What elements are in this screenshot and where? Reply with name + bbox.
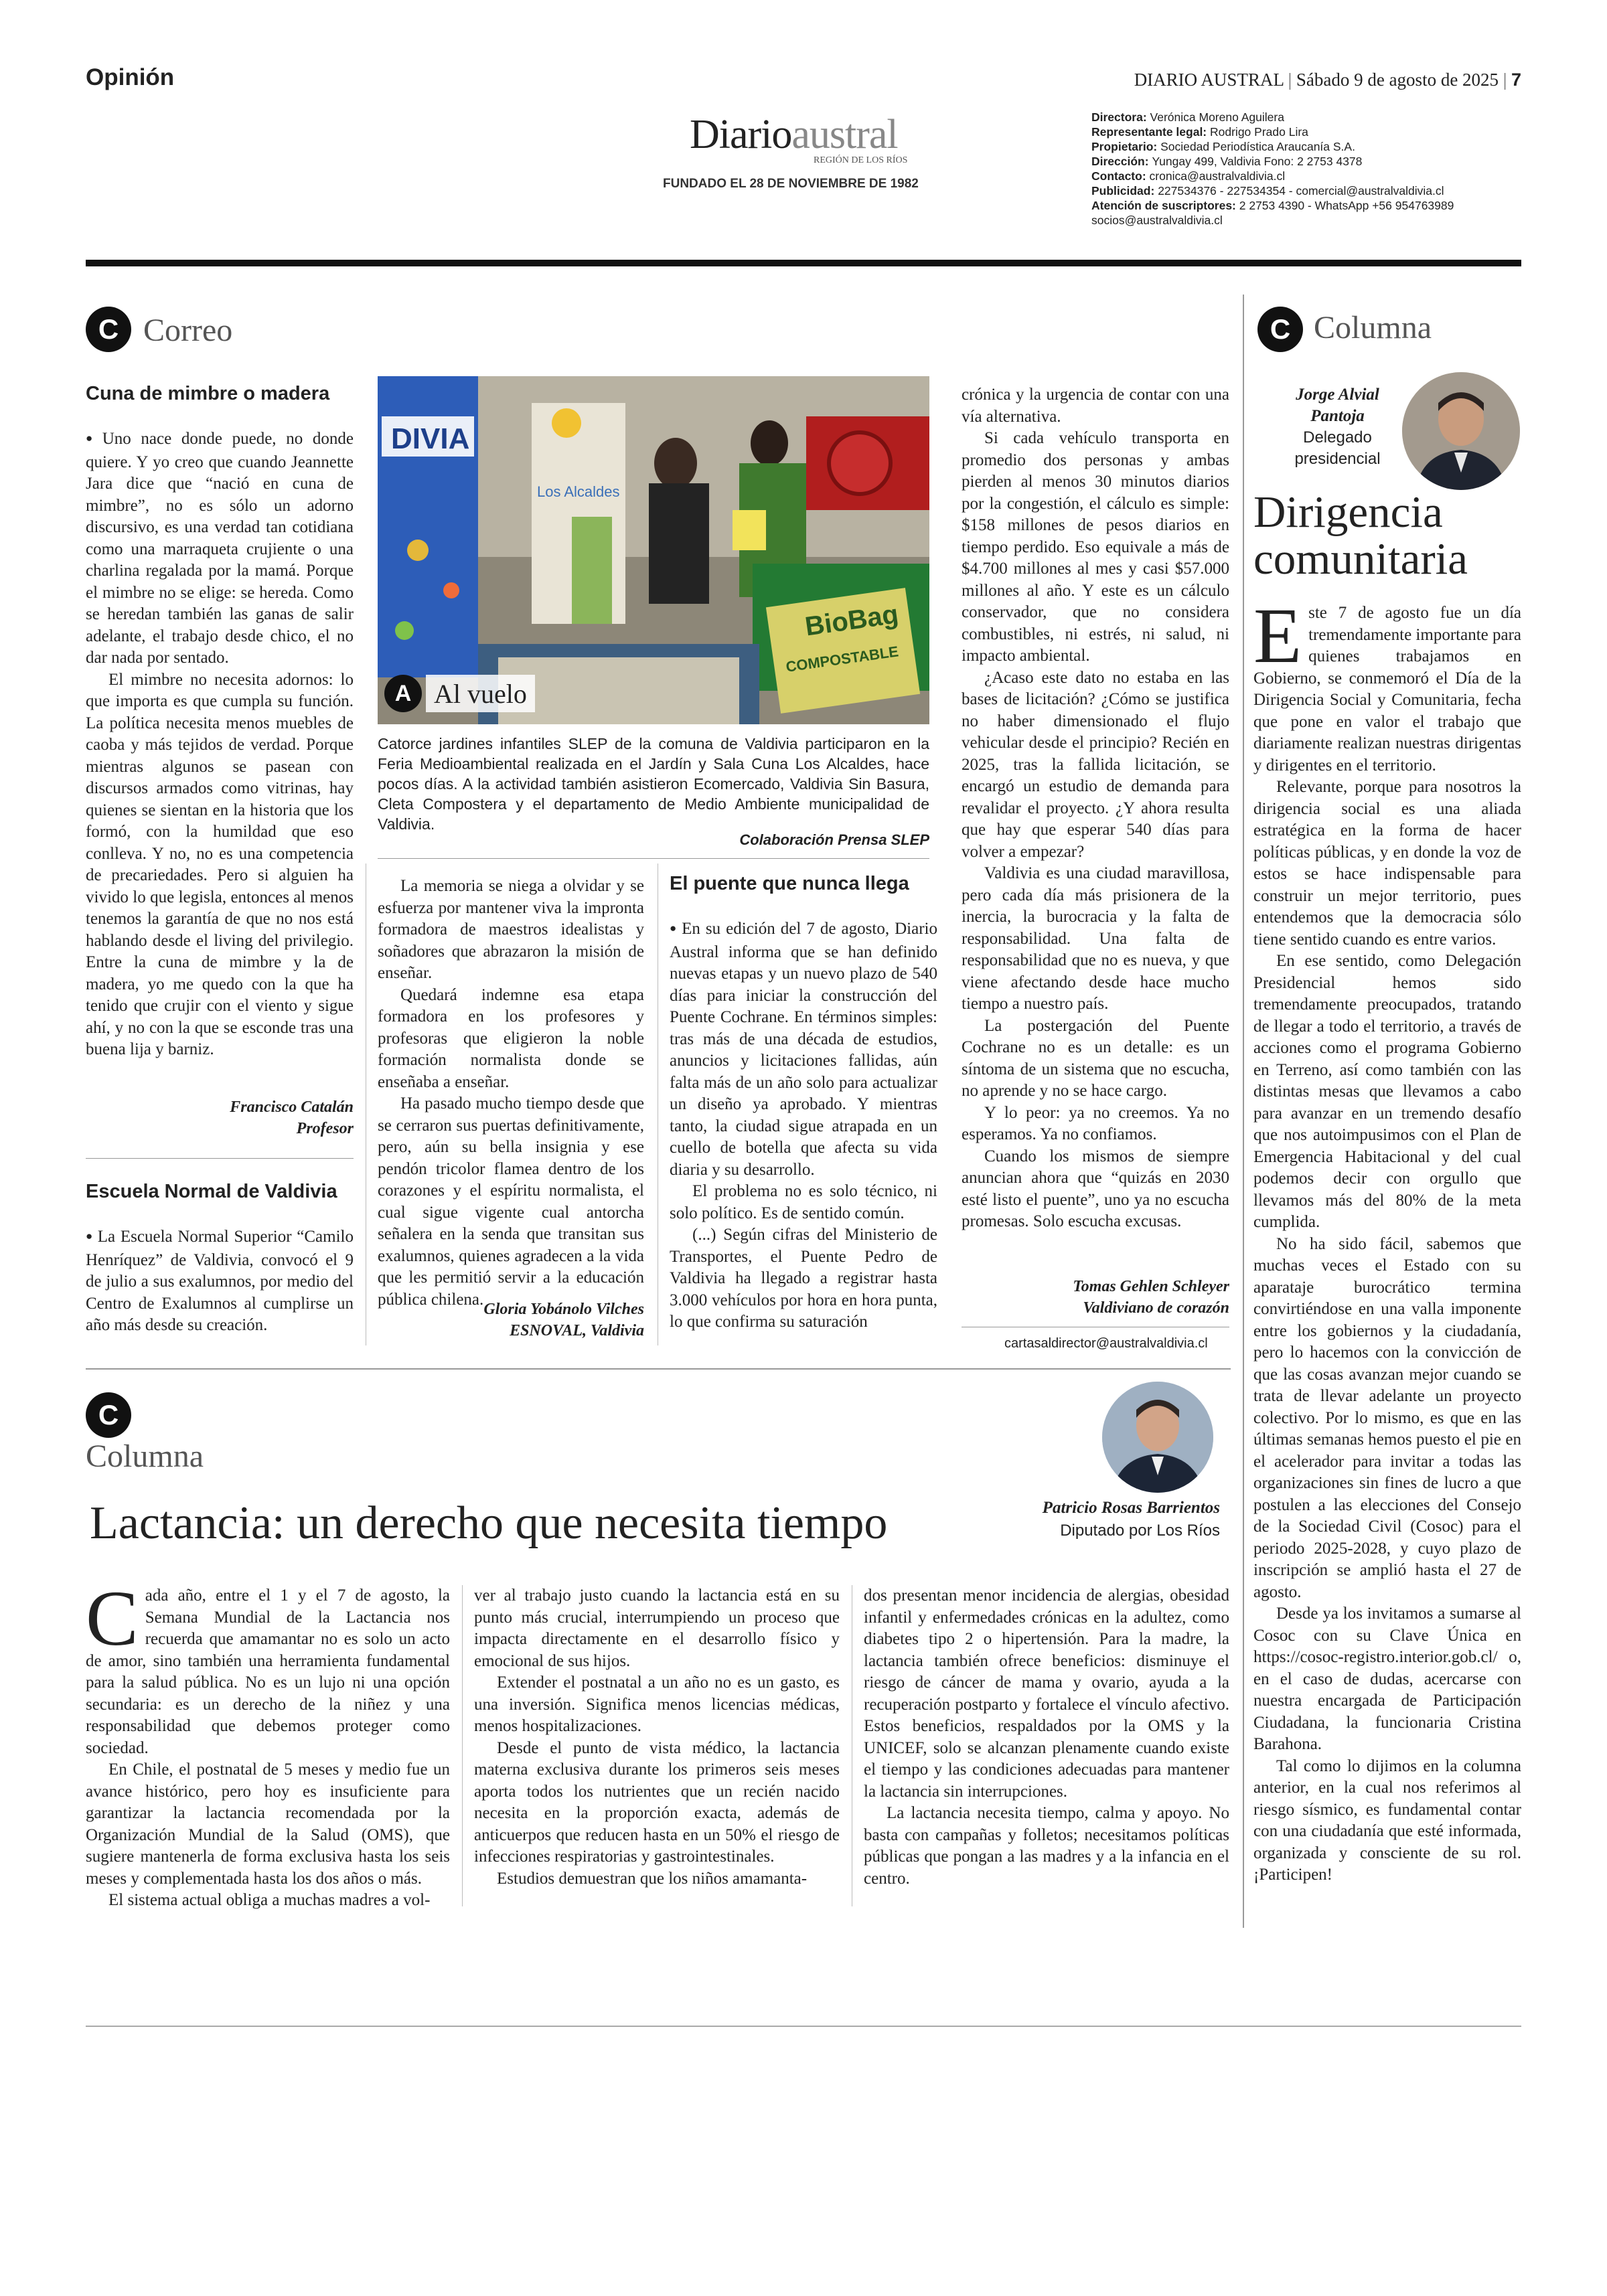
letter2-signature bbox=[378, 1299, 644, 1341]
staff-label: Dirección: bbox=[1091, 155, 1152, 168]
section-rule bbox=[86, 1368, 1231, 1370]
columna-right-label: Columna bbox=[1314, 310, 1432, 345]
letter3-author: Tomas Gehlen Schleyer bbox=[1073, 1278, 1229, 1295]
staff-label: Publicidad: bbox=[1091, 184, 1158, 197]
letter3-para-3: (...) Según cifras del Ministerio de Transportes, el Puente Pedro de Valdivia ha llegado a registrar hasta 3.000 vehículos por hora en hora punta, lo que confirma su saturación bbox=[670, 1226, 937, 1331]
correo-badge: C bbox=[86, 307, 131, 352]
columnist-name: Jorge Alvial Pantoja bbox=[1296, 386, 1379, 425]
sign-text: Los Alcaldes bbox=[537, 483, 620, 500]
letter3-para-10: Cuando los mismos de siempre anuncian ahora que “quizás en 2030 esté listo el puente”, uno ya no escucha promesas. Solo escucha excusas. bbox=[962, 1147, 1229, 1230]
staff-label: Contacto: bbox=[1091, 169, 1150, 183]
photo-caption: Catorce jardines infantiles SLEP de la comuna de Valdivia participaron en la Feria Medioambiental realizada en el Jardín y Sala Cuna Los Alcaldes, hace pocos días. A la actividad también asistieron Ecomercado, Valdivia Sin Basura, Cleta Compostera y el departamento de Medio Ambiente municipalidad de Valdivia. bbox=[378, 735, 929, 833]
al-vuelo-label-box bbox=[426, 675, 535, 712]
column-bottom-para-4: ver al trabajo justo cuando la lactancia está en su punto más crucial, interrumpiendo un proceso que impacta directamente en el desarrollo físico y emocional de sus hijos. bbox=[474, 1586, 840, 1670]
column-divider bbox=[462, 1585, 463, 1906]
column-right-body bbox=[1253, 592, 1522, 1886]
logo-main: Diario bbox=[690, 112, 792, 157]
letter1-signature bbox=[86, 1096, 354, 1139]
staff-row bbox=[1091, 169, 1520, 183]
al-vuelo-photo bbox=[378, 376, 929, 724]
bag-subtext: COMPOSTABLE bbox=[785, 643, 900, 675]
staff-value: Verónica Moreno Aguilera bbox=[1150, 110, 1284, 124]
column-bottom-para-5: Extender el postnatal a un año no es un gasto, es una inversión. Significa menos licencias médicas, menos hospitalizaciones. bbox=[474, 1673, 840, 1735]
bag-text: BioBag bbox=[803, 599, 901, 642]
staff-row bbox=[1091, 125, 1520, 139]
dropcap: E bbox=[1253, 592, 1302, 679]
logo-sub: austral bbox=[791, 112, 898, 157]
column-bottom-para-6: Desde el punto de vista médico, la lactancia materna exclusiva durante los primeros seis meses aporta todos los nutrientes que un recién nacido necesita en la proporción exacta, además de anticuerpos que reducen hasta en un 50% el riesgo de infecciones respiratorias y gastrointestinales. bbox=[474, 1738, 840, 1866]
column-right-para-6: Tal como lo dijimos en la columna anterior, en la cual nos referimos al riesgo sísmico, es fundamental contar con una ciudadanía que esté informada, organizada y consciente de su rol. ¡Participen! bbox=[1253, 1756, 1521, 1884]
staff-value: Rodrigo Prado Lira bbox=[1210, 125, 1308, 139]
letter3-para-8: La postergación del Puente Cochrane no es un detalle: es un síntoma de un sistema que no escucha, no aprende y no se hace cargo. bbox=[962, 1016, 1229, 1100]
photo-credit: Colaboración Prensa SLEP bbox=[739, 831, 929, 848]
column-bottom-para-9: La lactancia necesita tiempo, calma y apoyo. No basta con campañas y folletos; necesitamos políticas públicas que pongan a las madres y a la infancia en el centro. bbox=[864, 1804, 1229, 1888]
columnist-role: Diputado por Los Ríos bbox=[1060, 1522, 1220, 1540]
letter2-role: ESNOVAL, Valdivia bbox=[510, 1322, 644, 1339]
letter1-body bbox=[86, 428, 354, 1061]
letter2-title: Escuela Normal de Valdivia bbox=[86, 1181, 337, 1202]
column-right-para-2: Relevante, porque para nosotros la dirigencia social es una aliada estratégica en la forma de hacer políticas públicas, y en donde la voz de estos se hace indispensable para construir un mejor territorio, pues entendemos que la democracia sólo tiene sentido cuando es entre varios. bbox=[1253, 778, 1521, 949]
letter2-para-4: Ha pasado mucho tiempo desde que se cerraron sus puertas definitivamente, pero, aún su bella insignia y ese pendón tricolor flamea dentro de los corazones y el espíritu normalista, el cual sigue vigente cual antorcha señalera en la senda que transitan sus exalumnos, quienes agradecen a la vida que les permitió servir a la educación pública chilena. bbox=[378, 1094, 644, 1309]
header-rule bbox=[86, 260, 1521, 266]
paper-name: DIARIO AUSTRAL bbox=[1134, 70, 1284, 90]
staff-value: socios@australvaldivia.cl bbox=[1091, 214, 1223, 227]
staff-row bbox=[1091, 154, 1520, 169]
staff-label: Representante legal: bbox=[1091, 125, 1210, 139]
staff-label: Atención de suscriptores: bbox=[1091, 199, 1239, 212]
letter2-para-3: Quedará indemne esa etapa formadora en los profesores y profesoras que eligieron la noble formación normalista donde se enseñaba a enseñar. bbox=[378, 985, 644, 1091]
column-bottom-col1 bbox=[86, 1574, 450, 1912]
letter2-col1 bbox=[86, 1226, 354, 1337]
page-number: 7 bbox=[1511, 70, 1521, 90]
letter2-col2 bbox=[378, 876, 644, 1311]
correo-label: Correo bbox=[143, 313, 233, 348]
columna-bottom-badge: C bbox=[86, 1392, 131, 1438]
masthead-logo bbox=[690, 111, 911, 165]
column-bottom-para-2: En Chile, el postnatal de 5 meses y medio fue un avance histórico, pero hoy es insuficiente para garantizar la lactancia recomendada por la Organización Mundial de la Salud (OMS), que sugiere mantenerla de forma exclusiva hasta los seis meses y complementada hasta los dos años o más. bbox=[86, 1760, 450, 1888]
column-bottom-para-7: Estudios demuestran que los niños amamanta- bbox=[497, 1869, 808, 1888]
logo-region: REGIÓN DE LOS RÍOS bbox=[814, 155, 908, 165]
photo-illustration bbox=[378, 376, 929, 724]
avatar bbox=[1402, 372, 1520, 490]
letter1-author: Francisco Catalán bbox=[230, 1098, 354, 1116]
section-title: Opinión bbox=[86, 64, 175, 90]
letter3-para-4: crónica y la urgencia de contar con una vía alternativa. bbox=[962, 386, 1229, 426]
letter3-colA bbox=[670, 918, 937, 1333]
staff-row bbox=[1091, 213, 1520, 228]
issue-date: Sábado 9 de agosto de 2025 bbox=[1296, 70, 1499, 90]
letter3-para-7: Valdivia es una ciudad maravillosa, pero cada día más prisionera de la inercia, la burocracia y la falta de responsabilidad. Una falta de responsabilidad que no es nueva, y que viene afectando desde hace mucho tiempo a nuestro país. bbox=[962, 864, 1229, 1013]
letter1-para-2: El mimbre no necesita adornos: lo que importa es que cumpla su función. La política necesita menos muebles de caoba y más tejidos de verdad. Porque mientras algunos se pasean con discursos armados como vitrinas, hay quienes se sientan en la historia que los formó, con la humildad que eso conlleva. Y no, no es una competencia de precariedades. Pero si alguien ha vivido lo que legisla, entonces al menos tenemos la garantía de que no nos está hablando desde el living del privilegio. Entre la cuna de mimbre y la de madera, yo me quedo con la que ha tenido que crujir con el viento y sigue ahí, y no con la que se esconde tras una buena lija y barniz. bbox=[86, 670, 354, 1058]
staff-value: Sociedad Periodística Araucanía S.A. bbox=[1160, 140, 1355, 153]
letter2-para-1: ● La Escuela Normal Superior “Camilo Henríquez” de Valdivia, convocó el 9 de julio a sus exalumnos, por medio del Centro de Exalumnos al cumplirse un año más desde su creación. bbox=[86, 1226, 354, 1337]
letters-email[interactable]: cartasaldirector@australvaldivia.cl bbox=[1004, 1336, 1208, 1351]
divider bbox=[378, 858, 929, 859]
staff-box bbox=[1091, 110, 1520, 228]
section-divider bbox=[1243, 295, 1244, 1928]
columnist-name: Patricio Rosas Barrientos bbox=[1042, 1499, 1220, 1517]
columna-bottom-label: Columna bbox=[86, 1439, 204, 1474]
letter3-colB bbox=[962, 384, 1229, 1233]
staff-value: Yungay 499, Valdivia Fono: 2 2753 4378 bbox=[1152, 155, 1363, 168]
letter2-author: Gloria Yobánolo Vilches bbox=[483, 1301, 644, 1318]
letter3-para-2: El problema no es solo técnico, ni solo político. Es de sentido común. bbox=[670, 1182, 937, 1222]
columnist-role: Delegado presidencial bbox=[1294, 428, 1381, 468]
staff-row bbox=[1091, 110, 1520, 125]
banner-text: DIVIA bbox=[391, 422, 470, 455]
column-bottom-col3 bbox=[864, 1585, 1229, 1890]
page-header-meta: DIARIO AUSTRAL | Sábado 9 de agosto de 2025 | 7 bbox=[1134, 70, 1521, 90]
letter3-title: El puente que nunca llega bbox=[670, 873, 909, 894]
staff-row bbox=[1091, 139, 1520, 154]
staff-label: Directora: bbox=[1091, 110, 1150, 124]
column-bottom-para-8: dos presentan menor incidencia de alergias, obesidad infantil y enfermedades crónicas en la adultez, como diabetes tipo 2 o hipertensión. Para la madre, la lactancia también ofrece beneficios: disminuye el riesgo de cáncer de mama y ovario, ayuda a la recuperación postparto y fortalece el vínculo afectivo. Estos beneficios, respaldados por la OMS y la UNICEF, solo se alcanzan plenamente cuando existe el tiempo y las condiciones adecuadas para mantener la lactancia sin interrupciones. bbox=[864, 1586, 1229, 1801]
column-bottom-para-1: Cada año, entre el 1 y el 7 de agosto, la Semana Mundial de la Lactancia nos recuerda que amamantar no es solo un acto de amor, sino también una herramienta fundamental para la salud pública. No es un lujo ni una opción secundaria: es un derecho de la niñez y una responsabilidad que debemos proteger como sociedad. bbox=[86, 1574, 450, 1757]
column-title: Dirigencia comunitaria bbox=[1253, 487, 1468, 584]
al-vuelo-label: Al vuelo bbox=[434, 678, 527, 709]
letter1-title: Cuna de mimbre o madera bbox=[86, 383, 330, 404]
letter1-para-1: ● Uno nace donde puede, no donde quiere. Y yo creo que cuando Jeannette Jara dice que “nació en cuna de mimbre”, no es sólo un adorno discursivo, es una verdad tan cotidiana como una marraqueta crujiente o una charlina regalada por la mamá. Porque el mimbre no se elige: se hereda. Como se heredan también las ganas de salir adelante, el trabajo desde chico, el no dar nada por sentado. bbox=[86, 428, 354, 669]
staff-label: Propietario: bbox=[1091, 140, 1161, 153]
letter2-para-2: La memoria se niega a olvidar y se esfuerza por mantener viva la impronta formadora de maestros idealistas y soñadores que abrazaron la misión de enseñar. bbox=[378, 877, 644, 982]
column-bottom-byline bbox=[1043, 1497, 1220, 1542]
column-right-para-1: Este 7 de agosto fue un día tremendamente importante para quienes trabajamos en Gobierno, se conmemoró el Día de la Dirigencia Social y Comunitaria, fecha que pone en valor el trabajo que diariamente realizan nuestras dirigentas y dirigentes en el territorio. bbox=[1253, 592, 1522, 774]
staff-row bbox=[1091, 198, 1520, 213]
letter3-signature bbox=[962, 1276, 1229, 1319]
letter3-para-1: ● En su edición del 7 de agosto, Diario Austral informa que se han definido nuevas etapas y un nuevo plazo de 540 días para iniciar la construcción del Puente Cochrane. En términos simples: tras más de una década de estudios, anuncios y licitaciones fallidas, aún falta más de un año solo para actualizar un diseño ya aprobado. Y mientras tanto, la ciudad sigue atrapada en un cuello de botella que afecta su vida diaria y su desarrollo. bbox=[670, 918, 937, 1181]
dropcap: C bbox=[86, 1574, 139, 1662]
staff-row bbox=[1091, 183, 1520, 198]
letter3-para-5: Si cada vehículo transporta en promedio dos personas y ambas pierden al menos 30 minutos diarios por la congestión, el cálculo es simple: $158 millones de pesos diarios en tiempo perdido. Eso equivale a más de $4.700 millones al mes y casi $57.000 millones al año. Y este es un cálculo conservador, que no considera combustibles, ni estrés, ni salud, ni impacto ambiental. bbox=[962, 429, 1229, 665]
staff-value: cronica@australvaldivia.cl bbox=[1149, 169, 1286, 183]
author-byline bbox=[1272, 384, 1403, 470]
staff-value: 227534376 - 227534354 - comercial@australvaldivia.cl bbox=[1158, 184, 1444, 197]
column-right-para-4: No ha sido fácil, sabemos que muchas veces el Estado con su aparataje burocrático termina convirtiéndose en una valla imponente entre los gobiernos y la ciudadanía, pero lo hacemos con la convicción de que las cosas avanzan mejor cuando se trata de llevar adelante un proyecto colectivo. Por lo mismo, es que en las últimas semanas hemos puesto el pie en el acelerador para invitar a todas las organizaciones sin fines de lucro a que postulen a las elecciones del Consejo de la Sociedad Civil (Cosoc) para el periodo 2025-2028, y cuyo plazo de inscripción se amplió hasta el 27 de agosto. bbox=[1253, 1234, 1521, 1601]
column-bottom-para-3: El sistema actual obliga a muchas madres a vol- bbox=[108, 1891, 431, 1909]
footer-rule bbox=[86, 2026, 1521, 2027]
letter3-para-9: Y lo peor: ya no creemos. Ya no esperamos. Ya no confiamos. bbox=[962, 1103, 1229, 1143]
column-right-para-5: Desde ya los invitamos a sumarse al Cosoc con su Clave Única en https://cosoc-registro.interior.gob.cl/ o, en el caso de dudas, acercarse con nuestra encargada de Participación Ciudadana, la funcionaria Cristina Barahona. bbox=[1253, 1605, 1521, 1753]
divider bbox=[86, 1158, 354, 1159]
column-right-para-3: En ese sentido, como Delegación Presidencial hemos sido tremendamente preocupados, tratando de llegar a todo el territorio, a través de acciones como el programa Gobierno en Terreno, así como también con las distintas mesas que llevamos a cabo para avanzar en un tremendo desafío que nos autoimpusimos con el Plan de Emergencia Habitacional y del cual podemos decir con orgullo que llevamos más del 80% de la meta cumplida. bbox=[1253, 952, 1521, 1231]
letter3-role: Valdiviano de corazón bbox=[1083, 1299, 1229, 1317]
al-vuelo-badge: A bbox=[384, 675, 422, 712]
column-bottom-col2 bbox=[474, 1585, 840, 1890]
founded-line: FUNDADO EL 28 DE NOVIEMBRE DE 1982 bbox=[663, 177, 919, 191]
column-bottom-title: Lactancia: un derecho que necesita tiempo bbox=[90, 1497, 888, 1549]
columna-right-badge: C bbox=[1257, 307, 1303, 352]
letter1-role: Profesor bbox=[296, 1120, 354, 1137]
avatar bbox=[1102, 1382, 1213, 1493]
letter3-para-6: ¿Acaso este dato no estaba en las bases de licitación? ¿Cómo se justifica no haber dimensionado el flujo vehicular desde el principio? Recién en 2025, tras la fallida licitación, se encargó un estudio de demanda para revalidar el proyecto. ¿Y ahora resulta que hay que esperar 540 días para volver a empezar? bbox=[962, 668, 1229, 861]
staff-value: 2 2753 4390 - WhatsApp +56 954763989 bbox=[1239, 199, 1454, 212]
